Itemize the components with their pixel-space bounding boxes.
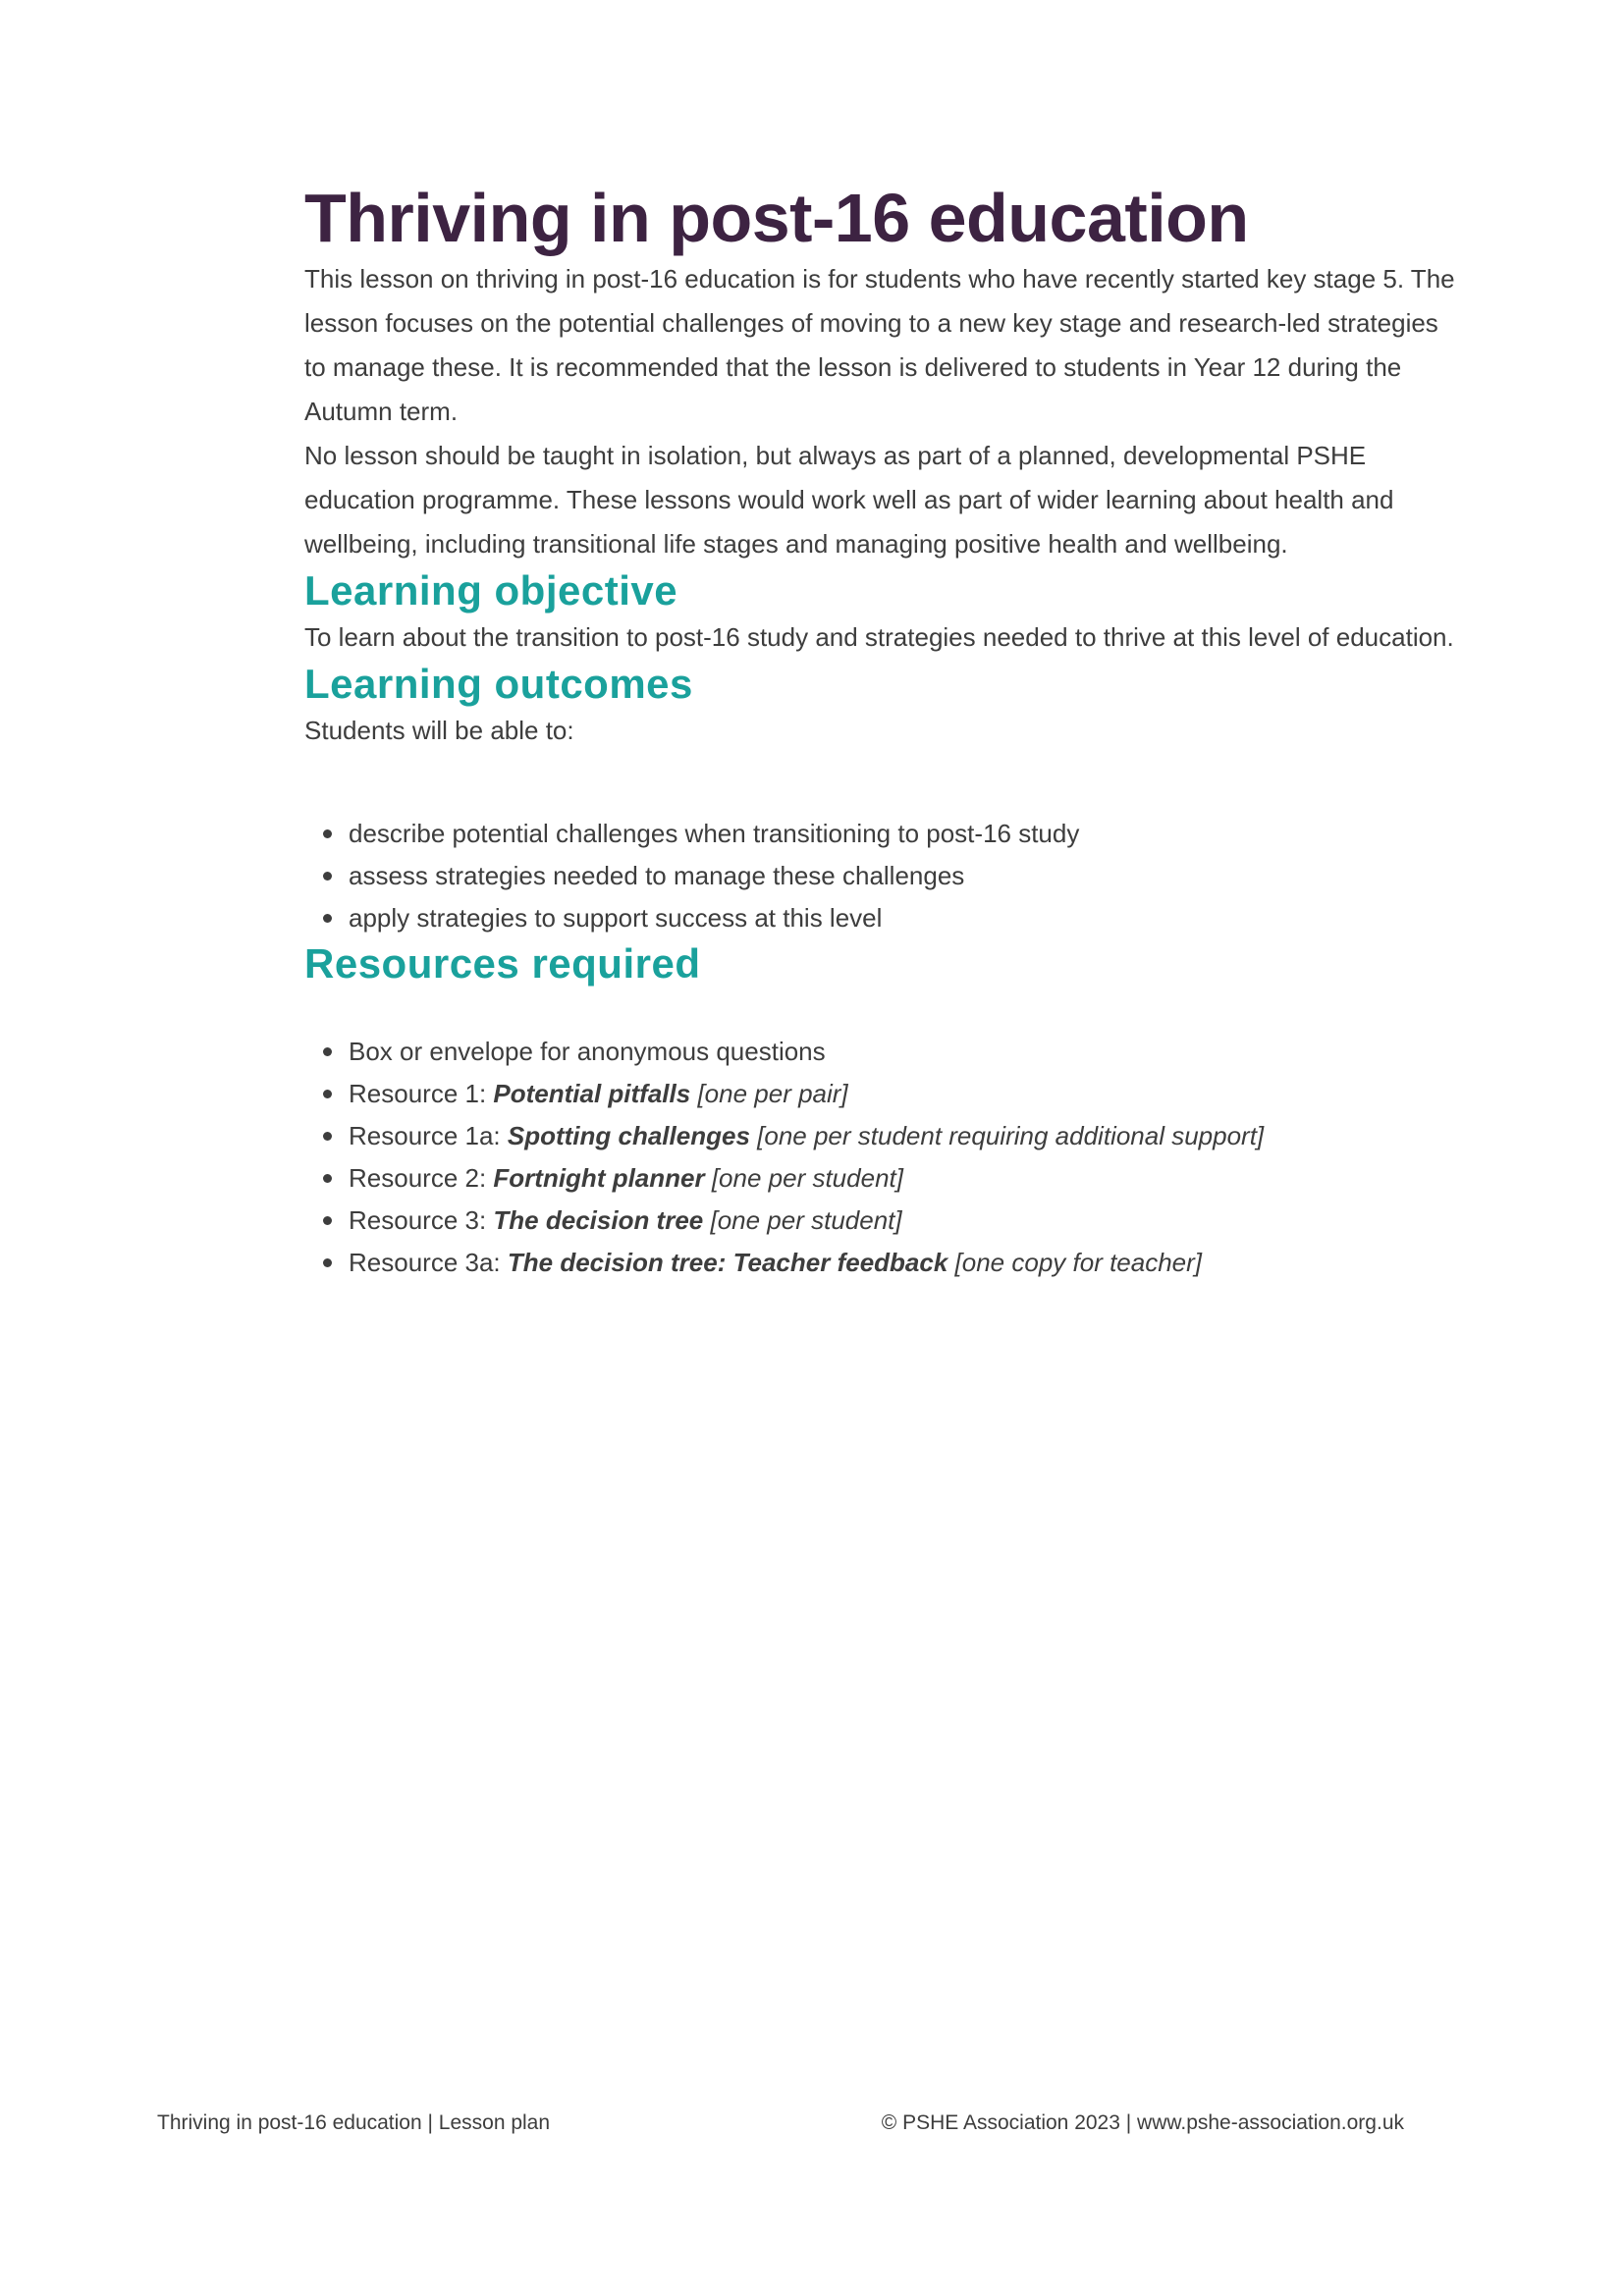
- learning-objective-text: To learn about the transition to post-16 study and strategies needed to thrive at this level of education.: [304, 622, 1454, 652]
- intro-paragraph-2: No lesson should be taught in isolation, but always as part of a planned, developmental PSHE education programme. These lessons would work well as part of wider learning about health and wellbeing, including transitional life stages and managing positive health and wellbeing.: [304, 441, 1394, 559]
- resource-name: Spotting challenges: [507, 1121, 750, 1150]
- outcome-text: apply strategies to support success at this level: [349, 903, 883, 933]
- list-item: [304, 1242, 1455, 1284]
- resources-required-heading: Resources required: [304, 940, 701, 987]
- resource-prefix: Resource 3a:: [349, 1248, 508, 1277]
- resource-name: The decision tree: [493, 1205, 704, 1235]
- resource-prefix: Box or envelope for anonymous questions: [349, 1037, 826, 1066]
- resource-name: Potential pitfalls: [493, 1079, 691, 1108]
- list-item: [304, 1031, 1455, 1073]
- resource-prefix: Resource 1a:: [349, 1121, 508, 1150]
- list-item: [304, 1157, 1455, 1200]
- list-item: [304, 1073, 1455, 1115]
- learning-outcomes-list: [304, 813, 1455, 939]
- resource-note: [one per student]: [704, 1163, 903, 1193]
- list-item: [304, 897, 1455, 939]
- resource-name: The decision tree: Teacher feedback: [507, 1248, 948, 1277]
- page-footer: [157, 2110, 1404, 2136]
- resource-note: [one per student]: [703, 1205, 902, 1235]
- learning-outcomes-heading: Learning outcomes: [304, 661, 693, 707]
- learning-objective-heading: Learning objective: [304, 567, 678, 614]
- list-item: [304, 1115, 1455, 1157]
- resource-prefix: Resource 3:: [349, 1205, 494, 1235]
- document-content: [304, 0, 1455, 1284]
- resource-prefix: Resource 2:: [349, 1163, 494, 1193]
- resource-note: [one copy for teacher]: [947, 1248, 1203, 1277]
- footer-document-title: Thriving in post-16 education | Lesson plan: [157, 2111, 551, 2134]
- intro-paragraph-1: This lesson on thriving in post-16 education is for students who have recently started key stage 5. The lesson focuses on the potential challenges of moving to a new key stage and research-led strategies to manage these. It is recommended that the lesson is delivered to students in Year 12 during the Autumn term.: [304, 264, 1455, 426]
- learning-outcomes-lead: Students will be able to:: [304, 716, 574, 745]
- list-item: [304, 813, 1455, 855]
- resource-name: Fortnight planner: [493, 1163, 705, 1193]
- list-item: [304, 1200, 1455, 1242]
- resource-prefix: Resource 1:: [349, 1079, 494, 1108]
- page-title: Thriving in post-16 education: [304, 180, 1249, 256]
- outcome-text: assess strategies needed to manage these challenges: [349, 861, 965, 890]
- resource-note: [one per pair]: [690, 1079, 848, 1108]
- footer-copyright: © PSHE Association 2023 | www.pshe-association.org.uk: [881, 2111, 1404, 2134]
- list-item: [304, 855, 1455, 897]
- outcome-text: describe potential challenges when transitioning to post-16 study: [349, 819, 1080, 848]
- resources-required-list: [304, 1031, 1455, 1284]
- resource-note: [one per student requiring additional support]: [749, 1121, 1265, 1150]
